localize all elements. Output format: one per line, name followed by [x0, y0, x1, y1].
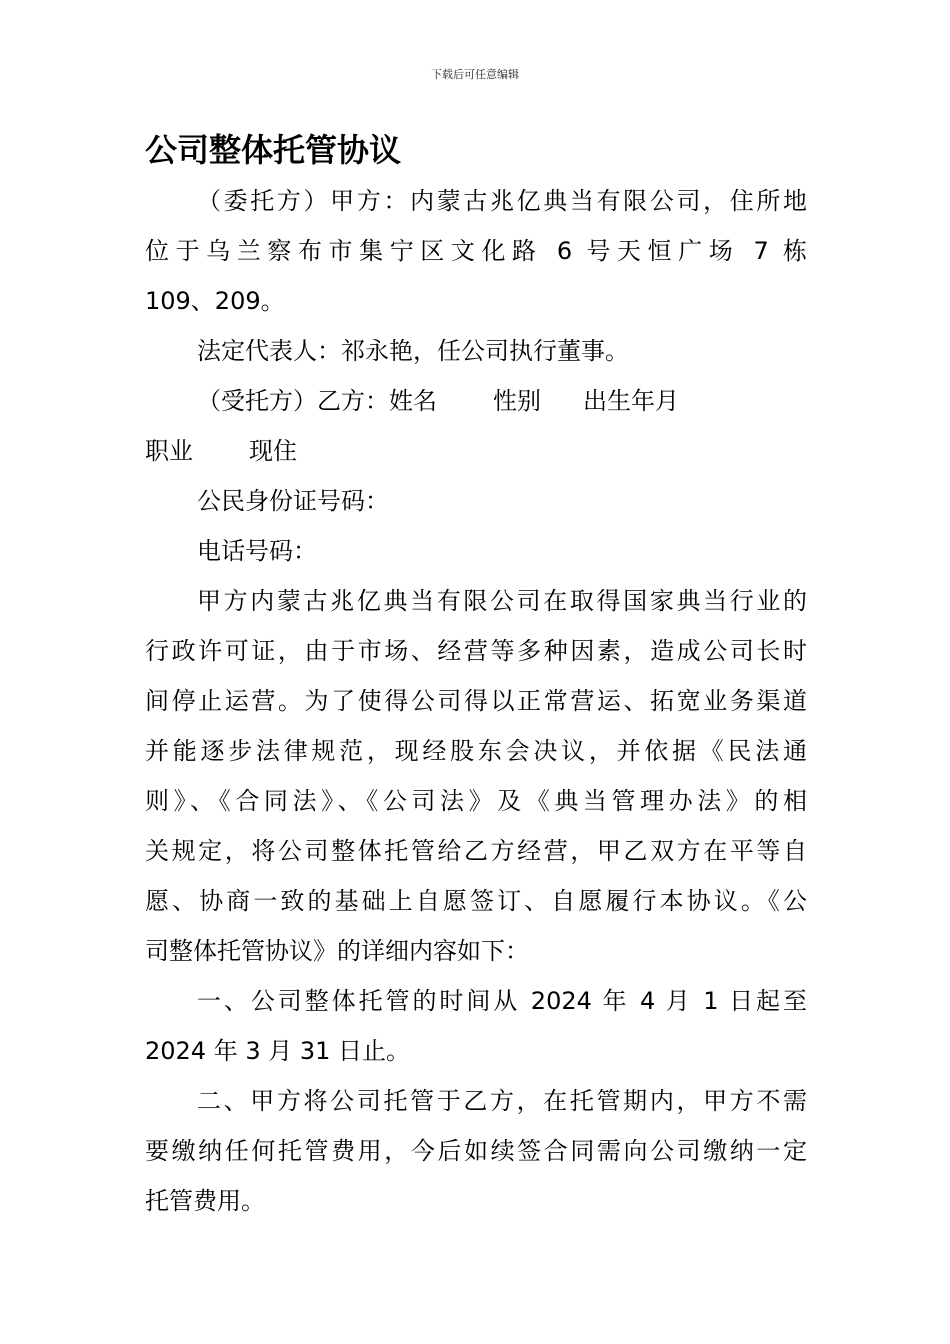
clause-1-paragraph — [145, 976, 807, 1076]
party-b-residence-label: 现住 — [249, 437, 297, 465]
preamble-line-8: 司整体托管协议》的详细内容如下： — [145, 937, 529, 965]
preamble-line-5: 则》、《合同法》、《公司法》及《典当管理办法》的相 — [145, 787, 807, 815]
clause-2-line-2: 要缴纳任何托管费用，今后如续签合同需向公司缴纳一定 — [145, 1137, 807, 1165]
party-b-name-label: （受托方）乙方：姓名 — [197, 387, 437, 415]
legal-representative: 法定代表人：祁永艳，任公司执行董事。 — [197, 337, 629, 365]
clause-1-line-2: 2024 年 3 月 31 日止。 — [145, 1037, 411, 1065]
preamble-paragraph — [145, 576, 807, 976]
party-b-line-2 — [145, 426, 807, 476]
id-number-field: 公民身份证号码： — [197, 487, 389, 515]
party-a-line-2: 位于乌兰察布市集宁区文化路 6 号天恒广场 7 栋 — [145, 237, 807, 265]
clause-2-line-1: 二、甲方将公司托管于乙方，在托管期内，甲方不需 — [197, 1087, 807, 1115]
preamble-line-1: 甲方内蒙古兆亿典当有限公司在取得国家典当行业的 — [197, 587, 807, 615]
clause-1-line-1: 一、公司整体托管的时间从 2024 年 4 月 1 日起至 — [197, 987, 807, 1015]
preamble-line-3: 间停止运营。为了使得公司得以正常营运、拓宽业务渠道 — [145, 687, 807, 715]
party-b-line-1 — [145, 376, 807, 426]
party-b-paragraph — [145, 376, 807, 476]
document-body — [145, 124, 807, 1226]
party-b-occupation-label: 职业 — [145, 437, 193, 465]
preamble-line-4: 并能逐步法律规范，现经股东会决议，并依据《民法通 — [145, 737, 807, 765]
clause-2-line-3: 托管费用。 — [145, 1187, 265, 1215]
party-a-line-3: 109、209。 — [145, 287, 285, 315]
party-a-paragraph — [145, 176, 807, 326]
party-b-birth-label: 出生年月 — [583, 387, 679, 415]
header-note: 下载后可任意编辑 — [431, 68, 519, 81]
party-b-gender-label: 性别 — [493, 387, 541, 415]
preamble-line-7: 愿、协商一致的基础上自愿签订、自愿履行本协议。《公 — [145, 887, 807, 915]
phone-field: 电话号码： — [197, 537, 317, 565]
preamble-line-6: 关规定，将公司整体托管给乙方经营，甲乙双方在平等自 — [145, 837, 807, 865]
document-title: 公司整体托管协议 — [145, 131, 402, 169]
clause-2-paragraph — [145, 1076, 807, 1226]
preamble-line-2: 行政许可证，由于市场、经营等多种因素，造成公司长时 — [145, 637, 807, 665]
party-a-line-1: （委托方）甲方：内蒙古兆亿典当有限公司，住所地 — [197, 187, 807, 215]
